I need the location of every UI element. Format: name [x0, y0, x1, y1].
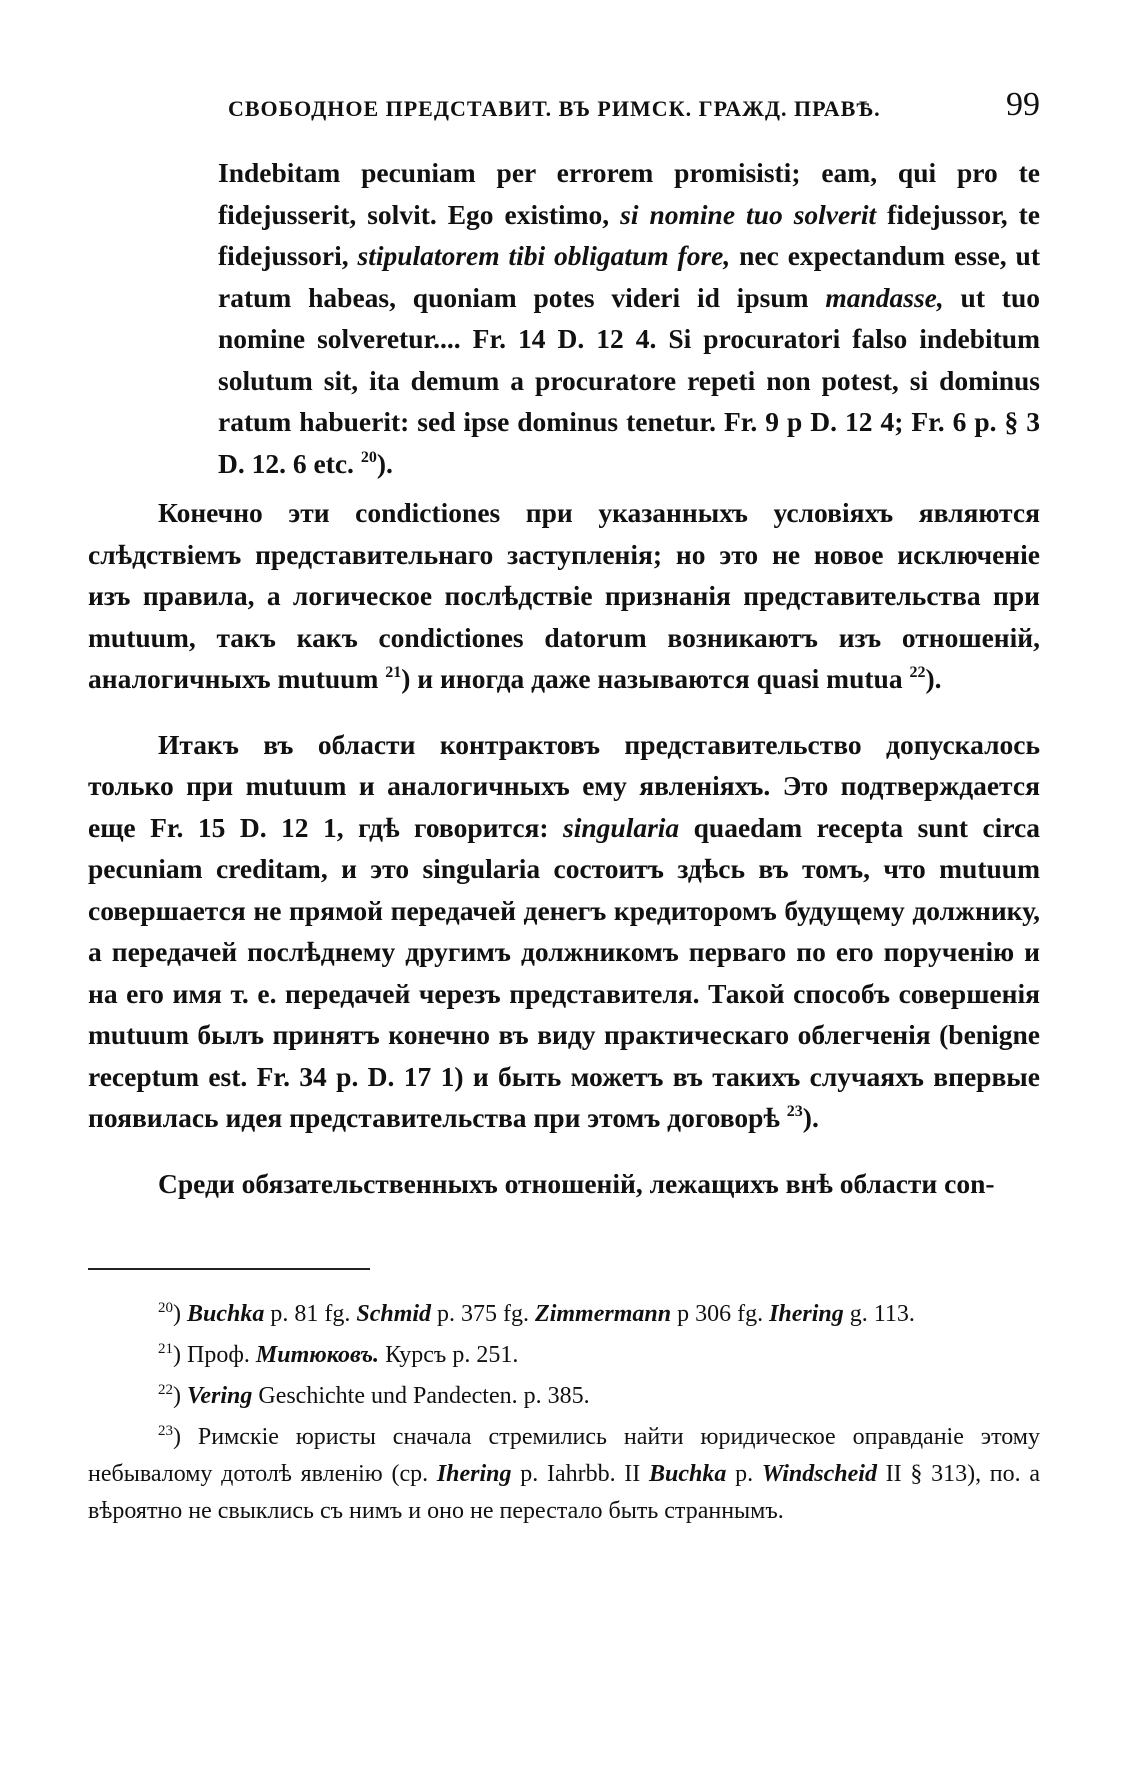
author-name: Zimmermann	[535, 1301, 672, 1327]
footnote-text: p. 81 fg.	[264, 1301, 357, 1327]
paragraph-text: quaedam recepta sunt circa pecuniam creditam, и это singularia состоитъ здѣсь въ томъ, что mutuum совершается не прямой передачей денегъ кредиторомъ будущему должнику, а передачей послѣднему другимъ должникомъ перваго по его порученію и на его имя т. е. передачей черезъ представителя. Такой способъ совершенія mutuum былъ принятъ конечно въ виду практическаго облегченія (benigne receptum est. Fr. 34 p. D. 17 1) и быть можетъ въ такихъ случаяхъ впервые появилась идея представительства при этомъ договорѣ	[88, 811, 1040, 1133]
quote-text: ).	[376, 447, 393, 479]
footnote-text: p 306 fg.	[671, 1301, 770, 1327]
quote-italic: mandasse,	[825, 281, 944, 313]
footnote-23	[88, 1419, 1040, 1530]
quote-text: nec expectandum esse, ut ratum habeas, quoniam potes videri id ipsum	[218, 240, 1040, 313]
footnote-ref: 22	[909, 664, 926, 681]
footnote-text: p.	[726, 1461, 762, 1487]
footnote-number: 20	[158, 1300, 173, 1316]
footnote-number: 23	[158, 1423, 173, 1439]
footnote-20: $^{20}$) Buchka p. 81 fg. Schmid p. 375 fg. Zimmermann p 306 fg. Ihering g. 113.	[158, 1300, 915, 1327]
quote-italic: stipulatorem tibi obligatum fore,	[357, 240, 731, 271]
footnote-text: )	[173, 1383, 187, 1409]
author-name: Schmid	[356, 1301, 432, 1327]
paragraph-text: ).	[802, 1102, 819, 1133]
quote-text: Indebitam pecuniam per errorem promisisti; eam, qui pro te fidejusserit, solvit. Ego existimo,	[218, 157, 1040, 230]
footnote-text: p. 375 fg.	[431, 1301, 536, 1327]
footnote-21	[88, 1337, 1040, 1374]
page-number: 99	[1006, 86, 1040, 123]
author-name: Windscheid	[761, 1461, 877, 1487]
footnote-text: g. 113.	[843, 1301, 915, 1327]
footnote-22	[88, 1378, 1040, 1415]
footnote-divider	[88, 1268, 370, 1270]
author-name: Ihering	[769, 1301, 844, 1327]
paragraph-2	[88, 724, 1040, 1139]
author-name: Buchka	[187, 1301, 265, 1327]
quote-italic: si nomine tuo solverit	[620, 198, 877, 230]
paragraph-text: ).	[925, 663, 942, 694]
paragraph-1	[88, 492, 1040, 700]
footnote-text: II § 313), по. а вѣроятно не свыклись съ нимъ и оно не перестало быть страннымъ.	[88, 1461, 1040, 1524]
paragraph-3	[88, 1163, 1040, 1205]
footnote-number: 21	[158, 1341, 173, 1357]
author-name: Vering	[187, 1383, 253, 1409]
footnote-text: p. Iahrbb. II	[511, 1461, 650, 1487]
footnotes	[88, 1296, 1040, 1530]
footnote-text: Курсъ p. 251.	[379, 1342, 519, 1368]
footnote-ref: 20	[360, 448, 377, 466]
running-head	[88, 78, 1040, 138]
quote-text: ut tuo nomine solveretur.... Fr. 14 D. 12 4. Si procuratori falso indebitum solutum sit, ita demum a procuratore repeti non potest, si dominus ratum habuerit: sed ipse dominus tenetur. Fr. 9 p D. 12 4; Fr. 6 p. § 3 D. 12. 6 etc.	[218, 281, 1040, 479]
paragraph-text: ) и иногда даже называются quasi mutua	[401, 663, 910, 694]
latin-quote-block	[218, 152, 1040, 484]
footnote-ref: 23	[786, 1103, 803, 1120]
footnote-text: ) Римскіе юристы сначала стремились найти юридическое оправданіе этому небывалому дотолѣ явленію (ср.	[88, 1424, 1040, 1487]
paragraph-text: Итакъ въ области контрактовъ представительство допускалось только при mutuum и аналогичныхъ ему явленіяхъ. Это подтверждается еще Fr. 15 D. 12 1, гдѣ говорится:	[88, 728, 1040, 843]
running-title: СВОБОДНОЕ ПРЕДСТАВИТ. ВЪ РИМСК. ГРАЖД. ПРАВѢ.	[228, 96, 881, 121]
footnote-text: Geschichte und Pandecten. p. 385.	[252, 1383, 590, 1409]
paragraph-text: Среди обязательственныхъ отношеній, лежащихъ внѣ области con-	[158, 1167, 995, 1199]
footnote-number: 22	[158, 1382, 173, 1398]
paragraph-text: Конечно эти condictiones при указанныхъ условіяхъ являются слѣдствіемъ представительнаго заступленія; но это не новое исключеніе изъ правила, а логическое послѣдствіе признанія представительства при mutuum, такъ какъ condictiones datorum возникаютъ изъ отношеній, аналогичныхъ mutuum	[88, 497, 1040, 694]
quote-text: fidejussor, te fidejussori,	[218, 198, 1040, 271]
author-name: Ihering	[436, 1461, 512, 1487]
author-name: Buchka	[649, 1461, 727, 1487]
author-name: Митюковъ.	[255, 1342, 380, 1368]
paragraph-italic: singularia	[563, 811, 680, 843]
footnote-ref: 21	[385, 664, 402, 681]
footnote-text: ) Проф.	[173, 1342, 256, 1368]
book-page	[88, 78, 1040, 1534]
